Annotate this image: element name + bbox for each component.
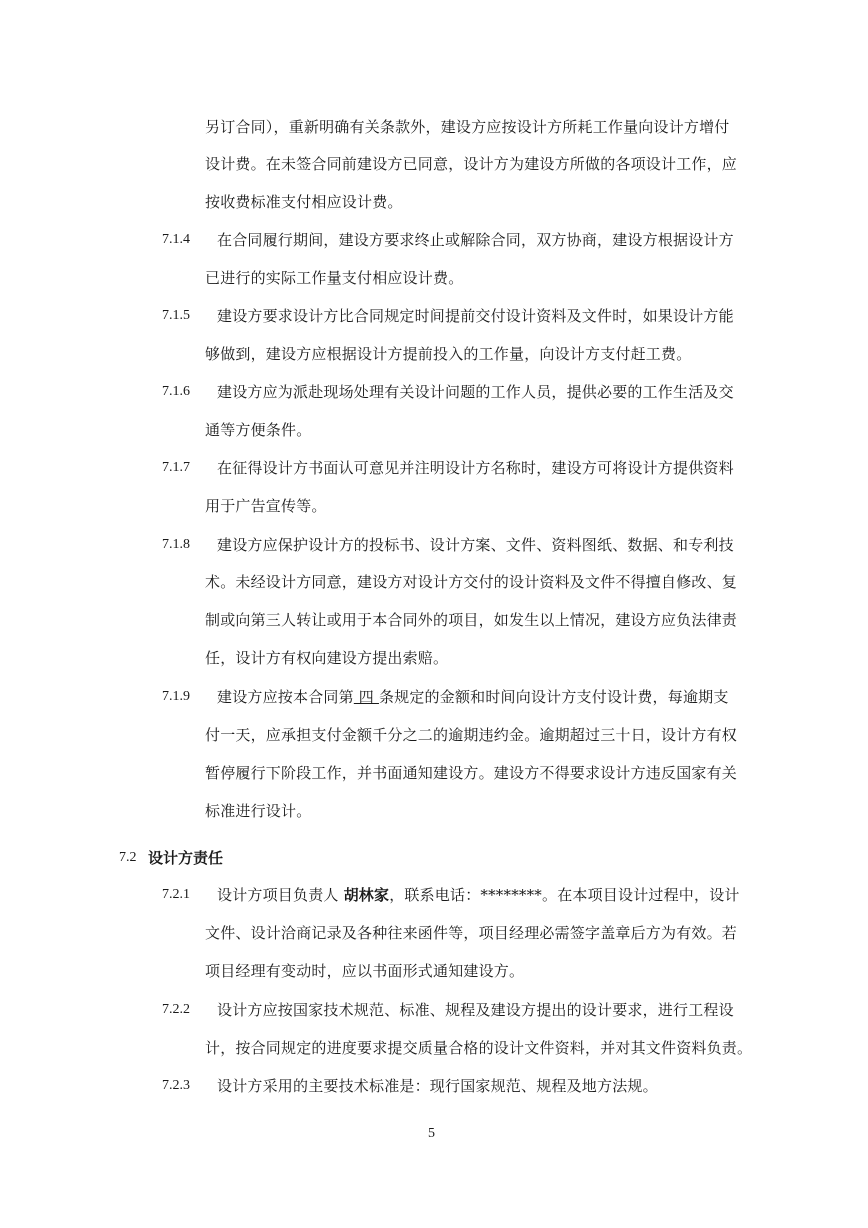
clause-number: 7.1.5: [162, 308, 190, 323]
section-title: 设计方责任: [148, 849, 224, 867]
clause-text: 暂停履行下阶段工作，并书面通知建设方。建设方不得要求设计方违反国家有关: [205, 764, 738, 782]
clause-text: 够做到，建设方应根据设计方提前投入的工作量，向设计方支付赶工费。: [205, 345, 692, 363]
clause-text: 在征得设计方书面认可意见并注明设计方名称时，建设方可将设计方提供资料: [217, 459, 734, 477]
clause-number: 7.1.4: [162, 232, 190, 247]
clause-text: 通等方便条件。: [205, 421, 312, 439]
project-leader-name: 胡林家: [343, 886, 390, 904]
clause-text-part: ，联系电话：********。在本项目设计过程中，设计: [389, 886, 740, 904]
clause-text: 建设方应保护设计方的投标书、设计方案、文件、资料图纸、数据、和专利技: [217, 536, 734, 554]
clause-text-part: 条规定的金额和时间向设计方支付设计费，每逾期支: [378, 688, 729, 706]
clause-text-part: 设计方项目负责人: [217, 886, 344, 904]
clause-text: 已进行的实际工作量支付相应设计费。: [205, 269, 464, 287]
clause-text: 设计方采用的主要技术标准是：现行国家规范、规程及地方法规。: [217, 1077, 658, 1095]
clause-number: 7.1.7: [162, 460, 190, 475]
clause-text: 标准进行设计。: [205, 802, 312, 820]
text-line: 另订合同），重新明确有关条款外，建设方应按设计方所耗工作量向设计方增付: [205, 118, 730, 136]
clause-text: 建设方应为派赴现场处理有关设计问题的工作人员，提供必要的工作生活及交: [217, 383, 734, 401]
clause-text: 任，设计方有权向建设方提出索赔。: [205, 649, 449, 667]
clause-text: 设计方应按国家技术规范、标准、规程及建设方提出的设计要求，进行工程设: [217, 1001, 734, 1019]
clause-text: 用于广告宣传等。: [205, 497, 327, 515]
clause-number: 7.2.2: [162, 1002, 190, 1017]
clause-text-part: 建设方应按本合同第: [217, 688, 354, 706]
clause-text: 项目经理有变动时，应以书面形式通知建设方。: [205, 962, 525, 980]
text-line: 按收费标准支付相应设计费。: [205, 193, 403, 211]
underlined-article-number: 四: [353, 688, 379, 706]
clause-number: 7.1.8: [162, 537, 190, 552]
page-number: 5: [428, 1126, 435, 1141]
clause-text: 计，按合同规定的进度要求提交质量合格的设计文件资料，并对其文件资料负责。: [205, 1039, 753, 1057]
text-line: 设计费。在未签合同前建设方已同意，设计方为建设方所做的各项设计工作，应: [205, 155, 738, 173]
section-number: 7.2: [119, 850, 137, 865]
clause-text: 付一天，应承担支付金额千分之二的逾期违约金。逾期超过三十日，设计方有权: [205, 726, 738, 744]
clause-text: [217, 885, 740, 905]
clause-text: 文件、设计洽商记录及各种往来函件等，项目经理必需签字盖章后方为有效。若: [205, 924, 738, 942]
clause-number: 7.2.1: [162, 887, 190, 902]
clause-text: 建设方要求设计方比合同规定时间提前交付设计资料及文件时，如果设计方能: [217, 307, 734, 325]
clause-text: 在合同履行期间，建设方要求终止或解除合同，双方协商，建设方根据设计方: [217, 231, 734, 249]
clause-number: 7.2.3: [162, 1078, 190, 1093]
clause-number: 7.1.9: [162, 689, 190, 704]
clause-text: 制或向第三人转让或用于本合同外的项目，如发生以上情况，建设方应负法律责: [205, 611, 738, 629]
clause-number: 7.1.6: [162, 384, 190, 399]
clause-text: 术。未经设计方同意，建设方对设计方交付的设计资料及文件不得擅自修改、复: [205, 573, 738, 591]
clause-text: [217, 687, 729, 707]
